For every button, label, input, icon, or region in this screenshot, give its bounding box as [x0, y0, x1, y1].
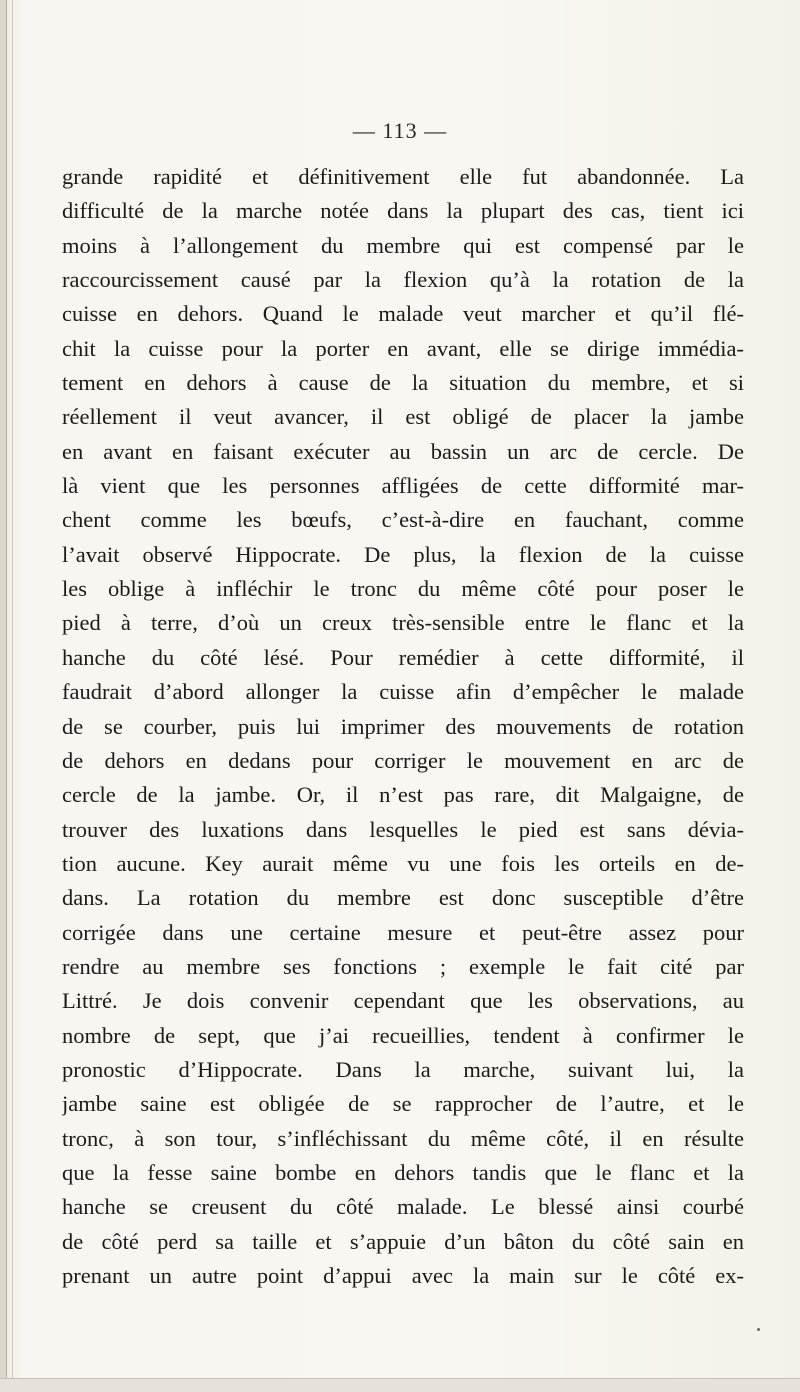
text-line: hanche du côté lésé. Pour remédier à cette difformité, il: [62, 644, 744, 670]
text-line: corrigée dans une certaine mesure et peut-être assez pour: [62, 919, 744, 945]
text-line: de dehors en dedans pour corriger le mouvement en arc de: [62, 747, 744, 773]
text-line: grande rapidité et définitivement elle fut abandonnée. La: [62, 164, 744, 189]
text-line: chent comme les bœufs, c’est-à-dire en fauchant, comme: [62, 507, 744, 533]
text-line: pied à terre, d’où un creux très-sensible entre le flanc et la: [62, 610, 744, 636]
text-line: difficulté de la marche notée dans la plupart des cas, tient ici: [62, 198, 744, 224]
text-line: de se courber, puis lui imprimer des mouvements de rotation: [62, 713, 744, 739]
text-line: que la fesse saine bombe en dehors tandis que le flanc et la: [62, 1159, 744, 1185]
paper-speck: [757, 1328, 760, 1331]
text-line: rendre au membre ses fonctions ; exemple le fait cité par: [62, 953, 744, 979]
binding-line: [12, 0, 13, 1391]
page-number: — 113 —: [352, 118, 448, 143]
text-line: tronc, à son tour, s’infléchissant du même côté, il en résulte: [62, 1125, 744, 1151]
text-line: pronostic d’Hippocrate. Dans la marche, suivant lui, la: [62, 1056, 744, 1082]
text-line: les oblige à infléchir le tronc du même côté pour poser le: [62, 576, 744, 602]
text-line: moins à l’allongement du membre qui est compensé par le: [62, 232, 744, 258]
text-line: jambe saine est obligée de se rapprocher de l’autre, et le: [62, 1091, 744, 1117]
text-line: réellement il veut avancer, il est obligé de placer la jambe: [62, 404, 744, 430]
text-line: tion aucune. Key aurait même vu une fois les orteils en de-: [62, 850, 744, 876]
text-line: de côté perd sa taille et s’appuie d’un bâton du côté sain en: [62, 1228, 744, 1254]
text-line: cercle de la jambe. Or, il n’est pas rare, dit Malgaigne, de: [62, 782, 744, 808]
text-line: raccourcissement causé par la flexion qu’à la rotation de la: [62, 267, 744, 293]
text-line: Littré. Je dois convenir cependant que les observations, au: [62, 988, 744, 1014]
body-text: [62, 160, 744, 1293]
text-line: dans. La rotation du membre est donc susceptible d’être: [62, 885, 744, 911]
text-line: tement en dehors à cause de la situation du membre, et si: [62, 370, 744, 396]
text-line: prenant un autre point d’appui avec la main sur le côté ex-: [62, 1263, 744, 1288]
text-line: nombre de sept, que j’ai recueillies, tendent à confirmer le: [62, 1022, 744, 1048]
page-bottom-edge: [0, 1378, 800, 1392]
text-line: chit la cuisse pour la porter en avant, elle se dirige immédia-: [62, 335, 744, 361]
text-line: en avant en faisant exécuter au bassin un arc de cercle. De: [62, 438, 744, 464]
text-line: trouver des luxations dans lesquelles le pied est sans dévia-: [62, 816, 744, 842]
text-line: l’avait observé Hippocrate. De plus, la flexion de la cuisse: [62, 541, 744, 567]
text-line: faudrait d’abord allonger la cuisse afin d’empêcher le malade: [62, 679, 744, 705]
text-line: hanche se creusent du côté malade. Le blessé ainsi courbé: [62, 1194, 744, 1220]
text-line: là vient que les personnes affligées de cette difformité mar-: [62, 473, 744, 499]
text-line: cuisse en dehors. Quand le malade veut marcher et qu’il flé-: [62, 301, 744, 327]
binding-edge: [0, 0, 7, 1391]
